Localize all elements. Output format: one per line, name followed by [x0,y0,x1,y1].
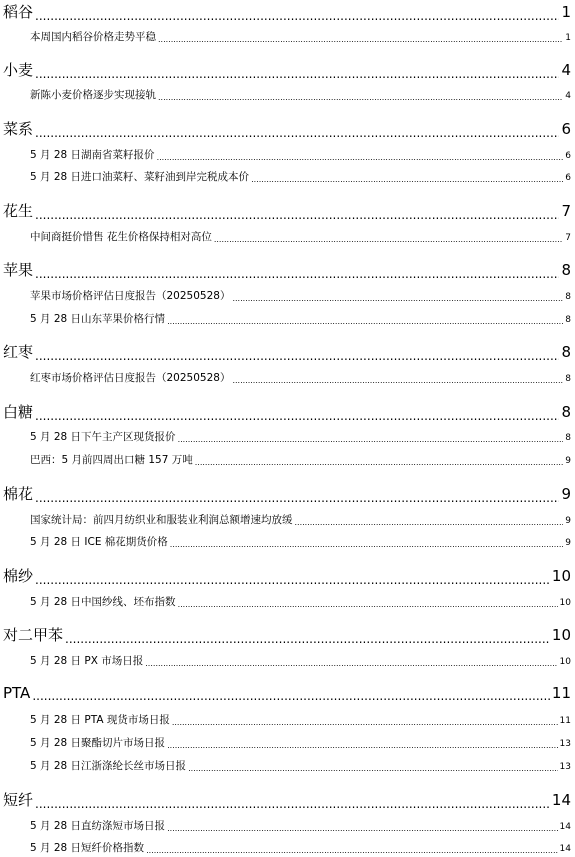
toc-section-title: PTA [3,684,31,702]
toc-section-title: 红枣 [3,343,34,361]
toc-entry-page: 10 [559,657,571,667]
toc-section-peanut[interactable] [0,200,575,221]
toc-entry-page: 13 [559,739,571,749]
toc-entry[interactable] [0,818,575,833]
leader-dots [172,719,558,727]
toc-entry-title: 巴西：5 月前四周出口糖 157 万吨 [30,454,193,466]
leader-dots [167,825,557,833]
toc-entry-title: 5 月 28 日中国纱线、坯布指数 [30,596,176,608]
toc-entry-title: 5 月 28 日 ICE 棉花期货价格 [30,536,168,548]
leader-dots [251,176,563,184]
toc-entry[interactable] [0,147,575,162]
leader-dots [35,410,559,422]
leader-dots [167,742,557,750]
leader-dots [35,10,559,22]
leader-dots [157,154,564,162]
toc-section-title: 菜系 [3,120,34,138]
leader-dots [35,492,559,504]
toc-entry[interactable] [0,653,575,668]
toc-entry-title: 5 月 28 日江浙涤纶长丝市场日报 [30,760,187,772]
toc-entry[interactable] [0,712,575,727]
toc-entry[interactable] [0,29,575,44]
toc-entry[interactable] [0,758,575,773]
toc-entry[interactable] [0,512,575,527]
leader-dots [158,94,563,102]
toc-entry-page: 14 [559,844,571,854]
toc-entry-page: 11 [559,716,571,726]
toc-entry-page: 10 [559,598,571,608]
toc-entry[interactable] [0,735,575,750]
toc-entry-page: 8 [565,315,571,325]
toc-entry-title: 5 月 28 日下午主产区现货报价 [30,431,176,443]
leader-dots [65,633,550,645]
toc-entry[interactable] [0,429,575,444]
toc-entry-title: 新陈小麦价格逐步实现接轨 [30,89,156,101]
leader-dots [35,798,550,810]
leader-dots [178,436,564,444]
leader-dots [146,847,557,855]
toc-section-page: 11 [551,684,571,702]
toc-entry-title: 5 月 28 日 PTA 现货市场日报 [30,714,170,726]
toc-entry-page: 9 [565,456,571,466]
leader-dots [178,601,558,609]
toc-section-title: 小麦 [3,61,34,79]
toc-section-page: 1 [561,3,571,21]
leader-dots [145,660,557,668]
toc-entry-page: 6 [565,151,571,161]
toc-section-page: 10 [551,567,571,585]
toc-entry-title: 5 月 28 日 PX 市场日报 [30,655,144,667]
leader-dots [214,236,563,244]
toc-section-title: 苹果 [3,261,34,279]
leader-dots [232,295,563,303]
toc-section-page: 8 [561,403,571,421]
toc-entry[interactable] [0,288,575,303]
toc-section-page: 14 [551,791,571,809]
leader-dots [35,209,559,221]
leader-dots [32,690,550,702]
leader-dots [35,350,559,362]
toc-section-sugar[interactable] [0,401,575,422]
leader-dots [167,318,563,326]
toc-section-px[interactable] [0,624,575,645]
toc-entry-page: 8 [565,292,571,302]
toc-section-title: 白糖 [3,403,34,421]
leader-dots [170,541,563,549]
toc-section-jujube[interactable] [0,341,575,362]
toc-entry[interactable] [0,452,575,467]
toc-section-staple-fiber[interactable] [0,789,575,810]
toc-entry-title: 5 月 28 日湖南省菜籽报价 [30,149,155,161]
toc-entry-title: 5 月 28 日进口油菜籽、菜籽油到岸完税成本价 [30,171,250,183]
toc-section-title: 棉花 [3,485,34,503]
toc-entry-title: 本周国内稻谷价格走势平稳 [30,31,156,43]
toc-entry[interactable] [0,169,575,184]
toc-section-title: 稻谷 [3,3,34,21]
toc-entry-page: 8 [565,433,571,443]
toc-section-page: 8 [561,261,571,279]
toc-section-wheat[interactable] [0,59,575,80]
toc-section-page: 8 [561,343,571,361]
leader-dots [158,36,563,44]
leader-dots [35,574,550,586]
toc-section-page: 10 [551,626,571,644]
toc-section-cotton-yarn[interactable] [0,565,575,586]
toc-entry-page: 9 [565,538,571,548]
toc-entry-page: 4 [565,91,571,101]
toc-entry-title: 红枣市场价格评估日度报告（20250528） [30,372,231,384]
toc-section-rice[interactable] [0,1,575,22]
toc-section-pta[interactable] [0,684,575,702]
toc-entry-title: 5 月 28 日山东苹果价格行情 [30,313,166,325]
toc-section-apple[interactable] [0,259,575,280]
toc-section-page: 7 [561,202,571,220]
leader-dots [35,68,559,80]
toc-entry[interactable] [0,594,575,609]
toc-entry-page: 13 [559,762,571,772]
toc-entry[interactable] [0,311,575,326]
leader-dots [295,519,564,527]
toc-entry[interactable] [0,370,575,385]
leader-dots [195,459,564,467]
toc-entry-title: 5 月 28 日聚酯切片市场日报 [30,737,166,749]
toc-entry-title: 5 月 28 日直纺涤短市场日报 [30,820,166,832]
toc-section-title: 棉纱 [3,567,34,585]
toc-section-page: 9 [561,485,571,503]
toc-section-rapeseed[interactable] [0,118,575,139]
toc-section-cotton[interactable] [0,483,575,504]
toc-entry[interactable] [0,87,575,102]
toc-entry[interactable] [0,534,575,549]
toc-entry-title: 5 月 28 日短纤价格指数 [30,842,145,854]
toc-entry-page: 9 [565,516,571,526]
leader-dots [35,268,559,280]
toc-entry-title: 苹果市场价格评估日度报告（20250528） [30,290,231,302]
toc-section-title: 对二甲苯 [3,626,64,644]
toc-entry-title: 国家统计局：前四月纺织业和服装业利润总额增速均放缓 [30,514,293,526]
toc-section-page: 4 [561,61,571,79]
toc-entry-page: 7 [565,233,571,243]
toc-entry-page: 6 [565,173,571,183]
toc-entry-page: 8 [565,374,571,384]
toc-section-page: 6 [561,120,571,138]
leader-dots [188,765,557,773]
toc-section-title: 花生 [3,202,34,220]
leader-dots [35,127,559,139]
toc-section-title: 短纤 [3,791,34,809]
toc-entry[interactable] [0,229,575,244]
leader-dots [232,377,563,385]
toc-entry-page: 1 [565,33,571,43]
toc-entry-page: 14 [559,822,571,832]
toc-entry[interactable] [0,840,575,855]
toc-entry-title: 中间商挺价惜售 花生价格保持相对高位 [30,231,212,243]
